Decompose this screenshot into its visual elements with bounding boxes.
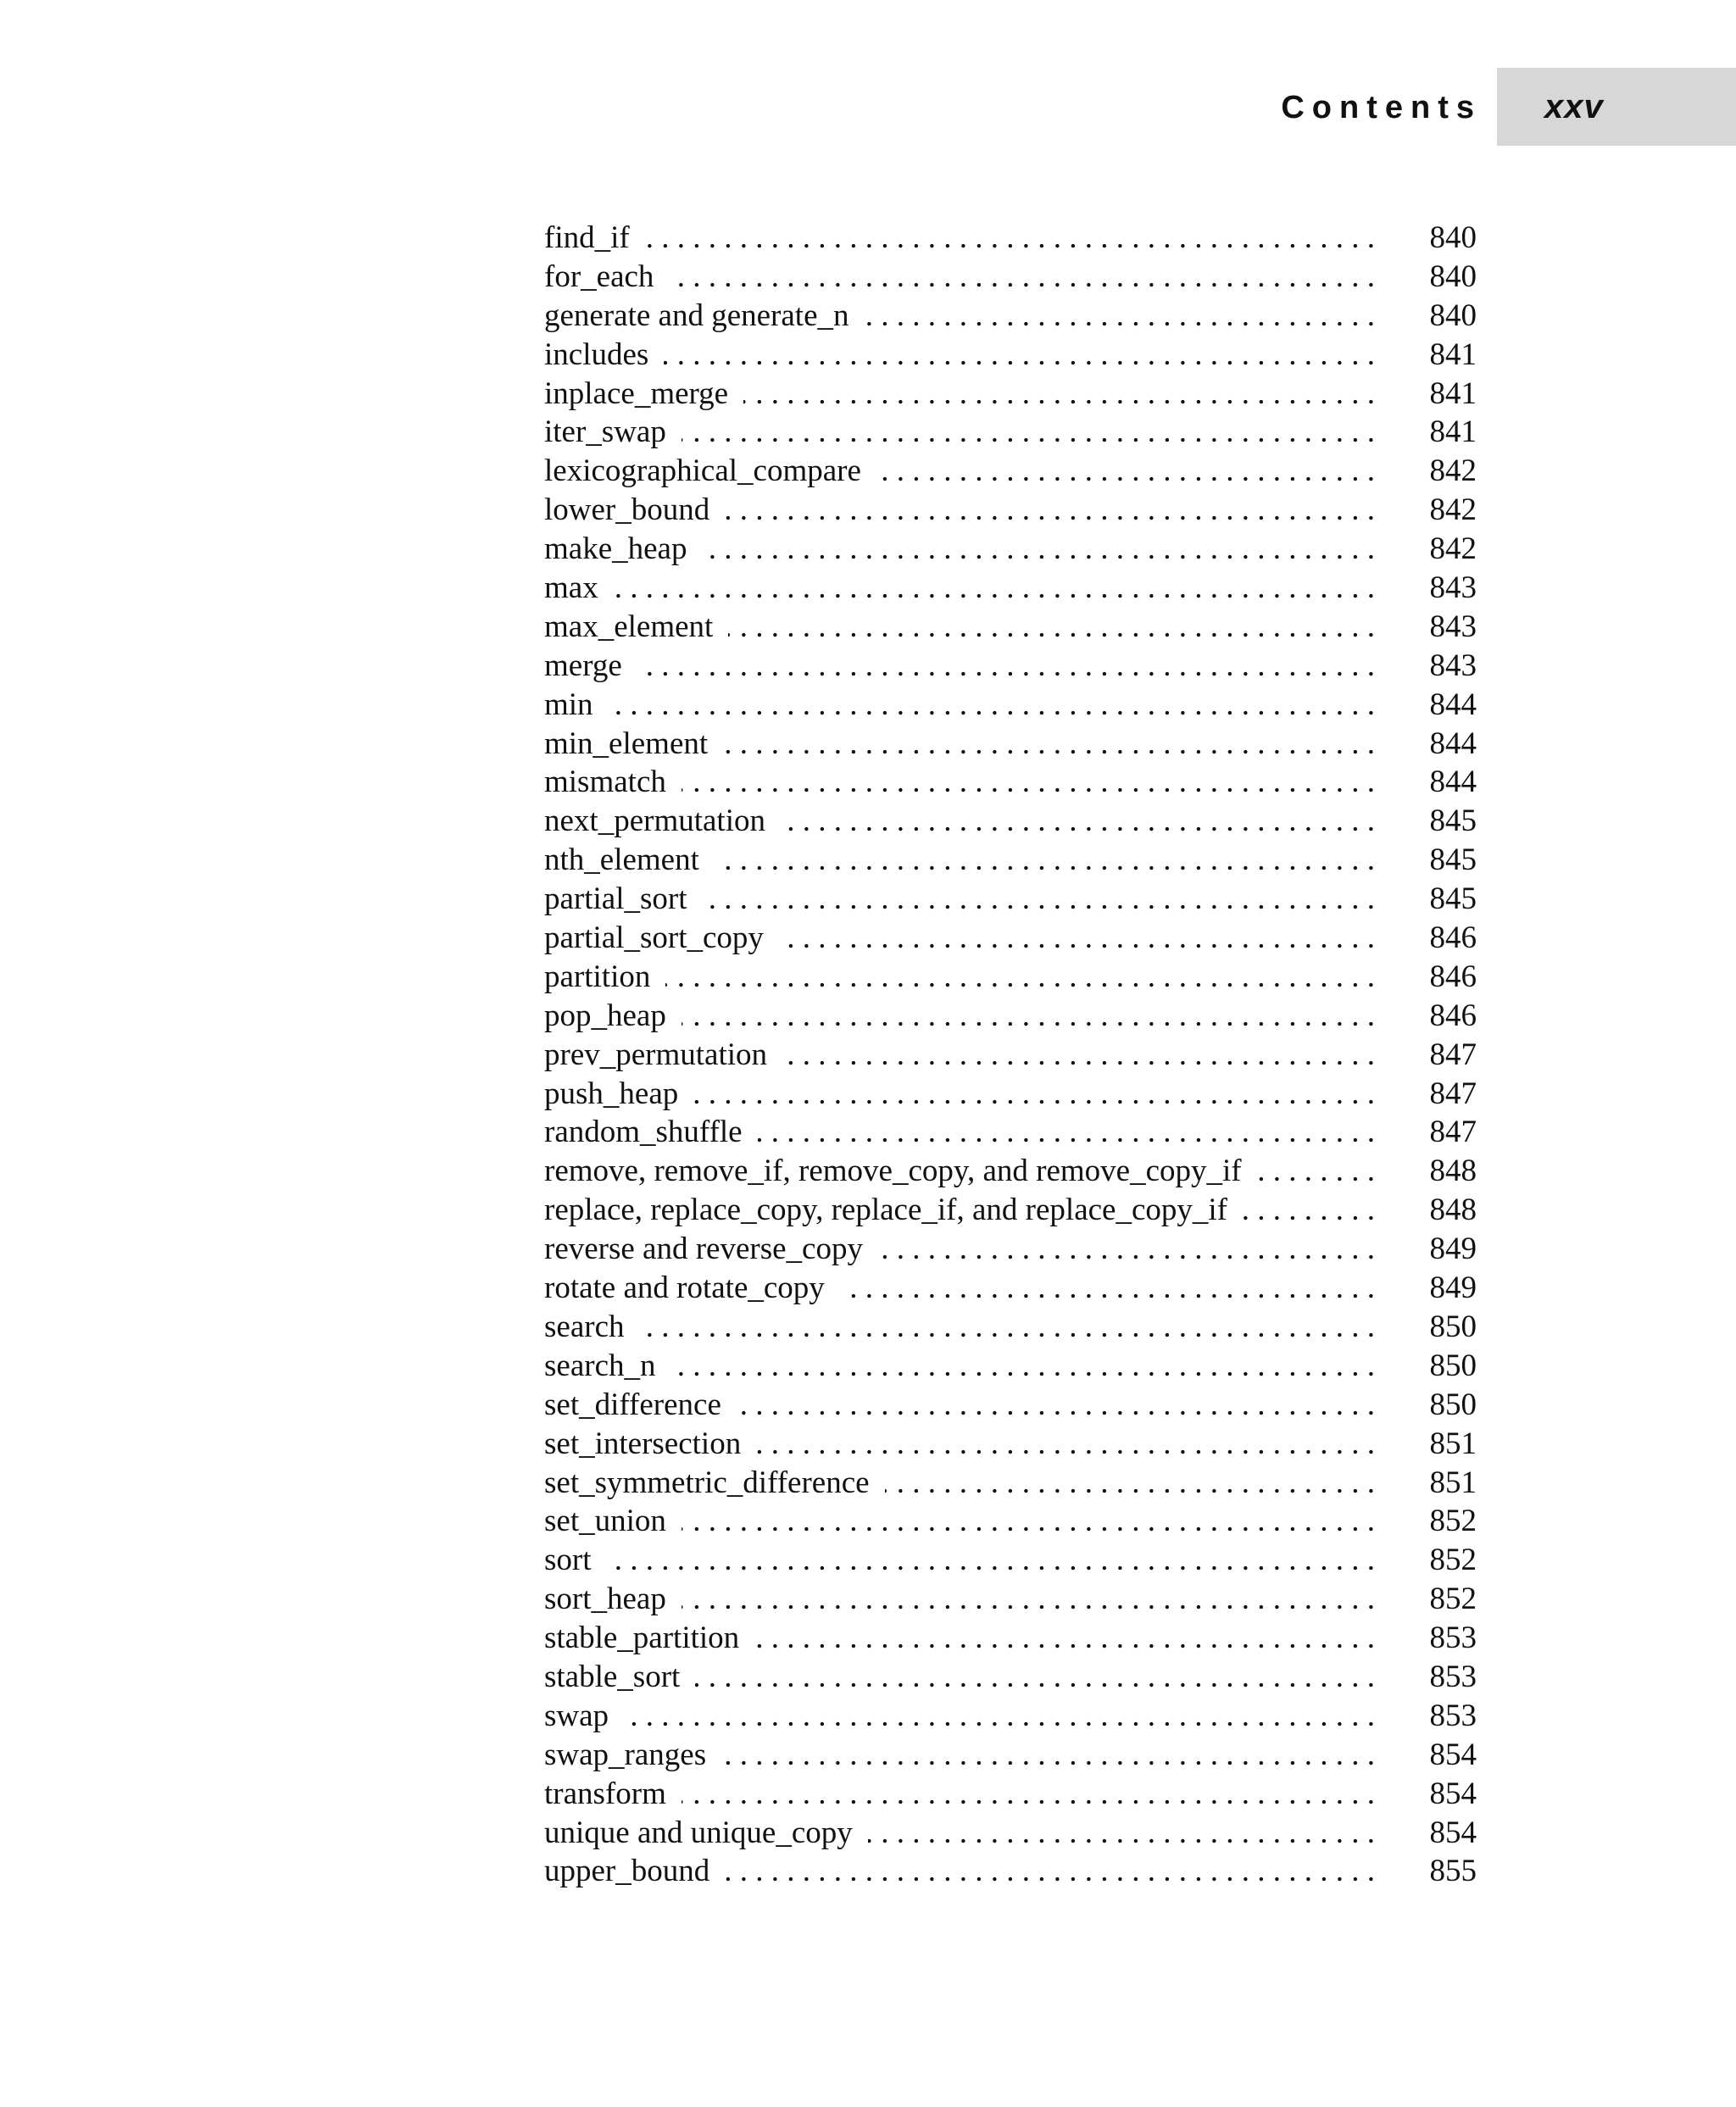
toc-dot-leader xyxy=(725,1852,1375,1891)
toc-dot-leader xyxy=(885,1464,1375,1503)
toc-entry-label: random_shuffle xyxy=(544,1115,743,1150)
toc-entry xyxy=(544,336,1477,375)
toc-entry xyxy=(544,569,1477,608)
toc-entry-label: next_permutation xyxy=(544,803,765,839)
toc-dot-leader xyxy=(758,1113,1375,1152)
toc-entry xyxy=(544,375,1477,414)
toc-dot-leader xyxy=(703,880,1375,919)
toc-dot-leader xyxy=(682,1502,1375,1541)
toc-entry-label: transform xyxy=(544,1776,666,1811)
toc-entry xyxy=(544,413,1477,452)
toc-entry-label: make_heap xyxy=(544,531,687,567)
toc-dot-leader xyxy=(715,841,1375,880)
toc-entry-page-number: 845 xyxy=(1429,881,1477,917)
toc-entry-label: sort_heap xyxy=(544,1582,666,1617)
toc-entry xyxy=(544,1541,1477,1580)
toc-entry-page-number: 841 xyxy=(1429,336,1477,372)
toc-entry-label: sort xyxy=(544,1543,592,1578)
toc-entry-page-number: 853 xyxy=(1429,1621,1477,1656)
toc-entry xyxy=(544,1502,1477,1541)
toc-entry-label: merge xyxy=(544,648,622,683)
toc-dot-leader xyxy=(725,491,1375,530)
toc-dot-leader xyxy=(693,1075,1375,1114)
toc-entry-page-number: 842 xyxy=(1429,492,1477,528)
toc-entry xyxy=(544,491,1477,530)
toc-entry-label: stable_partition xyxy=(544,1621,740,1656)
toc-entry-label: min_element xyxy=(544,725,709,761)
toc-dot-leader xyxy=(781,802,1375,841)
toc-entry-page-number: 846 xyxy=(1429,920,1477,956)
toc-entry-label: inplace_merge xyxy=(544,375,729,411)
toc-entry xyxy=(544,1852,1477,1891)
toc-entry-page-number: 845 xyxy=(1429,842,1477,878)
toc-entry-page-number: 842 xyxy=(1429,453,1477,489)
toc-entry-label: pop_heap xyxy=(544,998,666,1033)
toc-entry-label: search xyxy=(544,1309,625,1344)
toc-dot-leader xyxy=(640,1308,1376,1347)
toc-dot-leader xyxy=(609,686,1375,725)
toc-entry-page-number: 852 xyxy=(1429,1582,1477,1617)
toc-dot-leader xyxy=(607,1541,1376,1580)
toc-dot-leader xyxy=(637,647,1375,686)
toc-entry xyxy=(544,1814,1477,1853)
toc-dot-leader xyxy=(682,763,1375,802)
toc-entry-label: push_heap xyxy=(544,1076,679,1111)
toc-entry xyxy=(544,1075,1477,1114)
toc-entry-page-number: 854 xyxy=(1429,1776,1477,1811)
toc-entry-page-number: 852 xyxy=(1429,1504,1477,1539)
toc-dot-leader xyxy=(868,1814,1375,1853)
toc-entry-page-number: 840 xyxy=(1429,259,1477,294)
toc-entry xyxy=(544,452,1477,491)
toc-entry xyxy=(544,608,1477,647)
toc-entry-label: partition xyxy=(544,959,651,994)
toc-entry-label: rotate and rotate_copy xyxy=(544,1270,825,1306)
toc-entry-page-number: 851 xyxy=(1429,1465,1477,1500)
toc-entry xyxy=(544,1425,1477,1464)
toc-entry-label: set_union xyxy=(544,1504,666,1539)
toc-entry-page-number: 855 xyxy=(1429,1854,1477,1889)
toc-entry xyxy=(544,530,1477,569)
toc-dot-leader xyxy=(614,569,1375,608)
toc-entry-page-number: 848 xyxy=(1429,1192,1477,1228)
toc-entry-page-number: 849 xyxy=(1429,1270,1477,1306)
toc-entry-page-number: 854 xyxy=(1429,1815,1477,1850)
toc-dot-leader xyxy=(671,1347,1376,1386)
toc-entry-page-number: 850 xyxy=(1429,1387,1477,1422)
toc-entry xyxy=(544,1464,1477,1503)
toc-entry xyxy=(544,1230,1477,1269)
table-of-contents xyxy=(544,219,1477,1891)
toc-dot-leader xyxy=(624,1697,1375,1736)
toc-entry-page-number: 843 xyxy=(1429,648,1477,683)
toc-dot-leader xyxy=(754,1619,1375,1658)
toc-entry-label: nth_element xyxy=(544,842,699,878)
toc-entry-page-number: 841 xyxy=(1429,375,1477,411)
toc-entry-page-number: 852 xyxy=(1429,1543,1477,1578)
toc-entry-label: set_difference xyxy=(544,1387,721,1422)
toc-dot-leader xyxy=(682,997,1375,1036)
toc-entry-label: partial_sort_copy xyxy=(544,920,764,956)
toc-entry-page-number: 847 xyxy=(1429,1037,1477,1072)
toc-entry-label: includes xyxy=(544,336,649,372)
toc-entry xyxy=(544,1580,1477,1619)
toc-entry xyxy=(544,958,1477,997)
toc-entry-label: lower_bound xyxy=(544,492,710,528)
toc-dot-leader xyxy=(682,413,1375,452)
toc-dot-leader xyxy=(840,1269,1375,1308)
toc-entry xyxy=(544,1697,1477,1736)
toc-entry xyxy=(544,997,1477,1036)
toc-dot-leader xyxy=(737,1386,1375,1425)
toc-entry xyxy=(544,802,1477,841)
toc-entry xyxy=(544,219,1477,258)
toc-entry-label: upper_bound xyxy=(544,1854,710,1889)
toc-dot-leader xyxy=(865,297,1375,336)
toc-entry-page-number: 853 xyxy=(1429,1659,1477,1694)
toc-entry-label: set_symmetric_difference xyxy=(544,1465,870,1500)
toc-dot-leader xyxy=(665,958,1375,997)
toc-entry-label: max xyxy=(544,570,598,606)
toc-entry xyxy=(544,1386,1477,1425)
toc-entry-label: swap xyxy=(544,1698,609,1733)
toc-dot-leader xyxy=(669,258,1375,297)
toc-entry-label: mismatch xyxy=(544,764,666,800)
toc-entry-page-number: 842 xyxy=(1429,531,1477,567)
toc-entry-label: stable_sort xyxy=(544,1659,681,1694)
toc-entry xyxy=(544,919,1477,958)
toc-entry xyxy=(544,1191,1477,1230)
toc-entry-page-number: 847 xyxy=(1429,1076,1477,1111)
toc-entry xyxy=(544,841,1477,880)
toc-dot-leader xyxy=(723,725,1375,764)
toc-entry xyxy=(544,686,1477,725)
toc-dot-leader xyxy=(743,375,1375,414)
toc-entry xyxy=(544,1347,1477,1386)
toc-entry-label: set_intersection xyxy=(544,1426,742,1461)
toc-entry-label: partial_sort xyxy=(544,881,687,917)
toc-dot-leader xyxy=(1243,1191,1375,1230)
toc-dot-leader xyxy=(876,452,1375,491)
toc-dot-leader xyxy=(664,336,1375,375)
toc-entry-label: iter_swap xyxy=(544,414,666,450)
toc-dot-leader xyxy=(878,1230,1375,1269)
toc-entry xyxy=(544,1619,1477,1658)
toc-entry-label: max_element xyxy=(544,609,714,644)
toc-entry-page-number: 843 xyxy=(1429,609,1477,644)
toc-entry xyxy=(544,297,1477,336)
toc-entry-label: lexicographical_compare xyxy=(544,453,861,489)
toc-dot-leader xyxy=(682,1580,1375,1619)
toc-dot-leader xyxy=(702,530,1375,569)
toc-entry-label: reverse and reverse_copy xyxy=(544,1231,863,1267)
toc-dot-leader xyxy=(721,1736,1375,1775)
toc-entry-label: generate and generate_n xyxy=(544,297,849,333)
toc-entry xyxy=(544,1308,1477,1347)
toc-entry-label: min xyxy=(544,687,593,722)
toc-entry-page-number: 845 xyxy=(1429,803,1477,839)
toc-entry-page-number: 846 xyxy=(1429,998,1477,1033)
toc-entry-page-number: 853 xyxy=(1429,1698,1477,1733)
toc-entry-label: find_if xyxy=(544,220,630,255)
toc-entry xyxy=(544,1269,1477,1308)
toc-entry xyxy=(544,647,1477,686)
toc-entry xyxy=(544,763,1477,802)
toc-entry-page-number: 844 xyxy=(1429,687,1477,722)
toc-entry-page-number: 849 xyxy=(1429,1231,1477,1267)
toc-dot-leader xyxy=(695,1658,1375,1697)
toc-entry-label: swap_ranges xyxy=(544,1737,707,1772)
toc-entry-page-number: 850 xyxy=(1429,1348,1477,1383)
toc-entry-label: replace, replace_copy, replace_if, and replace_copy_if xyxy=(544,1192,1227,1228)
toc-dot-leader xyxy=(682,1775,1375,1814)
toc-entry xyxy=(544,1113,1477,1152)
toc-entry-page-number: 846 xyxy=(1429,959,1477,994)
toc-entry-page-number: 854 xyxy=(1429,1737,1477,1772)
toc-entry xyxy=(544,1775,1477,1814)
toc-entry-page-number: 840 xyxy=(1429,220,1477,255)
toc-entry xyxy=(544,1152,1477,1191)
page-number: xxv xyxy=(1544,87,1604,125)
toc-dot-leader xyxy=(756,1425,1375,1464)
toc-entry-page-number: 840 xyxy=(1429,297,1477,333)
toc-entry xyxy=(544,880,1477,919)
toc-entry-label: unique and unique_copy xyxy=(544,1815,853,1850)
toc-entry-page-number: 847 xyxy=(1429,1115,1477,1150)
toc-entry xyxy=(544,1036,1477,1075)
toc-entry-page-number: 844 xyxy=(1429,725,1477,761)
toc-entry-page-number: 841 xyxy=(1429,414,1477,450)
toc-entry xyxy=(544,725,1477,764)
toc-dot-leader xyxy=(779,919,1375,958)
toc-entry-label: for_each xyxy=(544,259,654,294)
toc-entry xyxy=(544,1658,1477,1697)
running-header-title: Contents xyxy=(1281,90,1482,125)
toc-entry xyxy=(544,1736,1477,1775)
toc-dot-leader xyxy=(782,1036,1375,1075)
toc-entry-page-number: 851 xyxy=(1429,1426,1477,1461)
toc-dot-leader xyxy=(1257,1152,1375,1191)
toc-entry-label: remove, remove_if, remove_copy, and remove_copy_if xyxy=(544,1154,1242,1189)
toc-entry-label: search_n xyxy=(544,1348,656,1383)
toc-entry-label: prev_permutation xyxy=(544,1037,768,1072)
toc-entry-page-number: 850 xyxy=(1429,1309,1477,1344)
toc-dot-leader xyxy=(645,219,1375,258)
toc-entry xyxy=(544,258,1477,297)
toc-dot-leader xyxy=(728,608,1375,647)
page-number-tab xyxy=(1497,68,1736,146)
toc-entry-page-number: 843 xyxy=(1429,570,1477,606)
toc-entry-page-number: 848 xyxy=(1429,1154,1477,1189)
toc-entry-page-number: 844 xyxy=(1429,764,1477,800)
